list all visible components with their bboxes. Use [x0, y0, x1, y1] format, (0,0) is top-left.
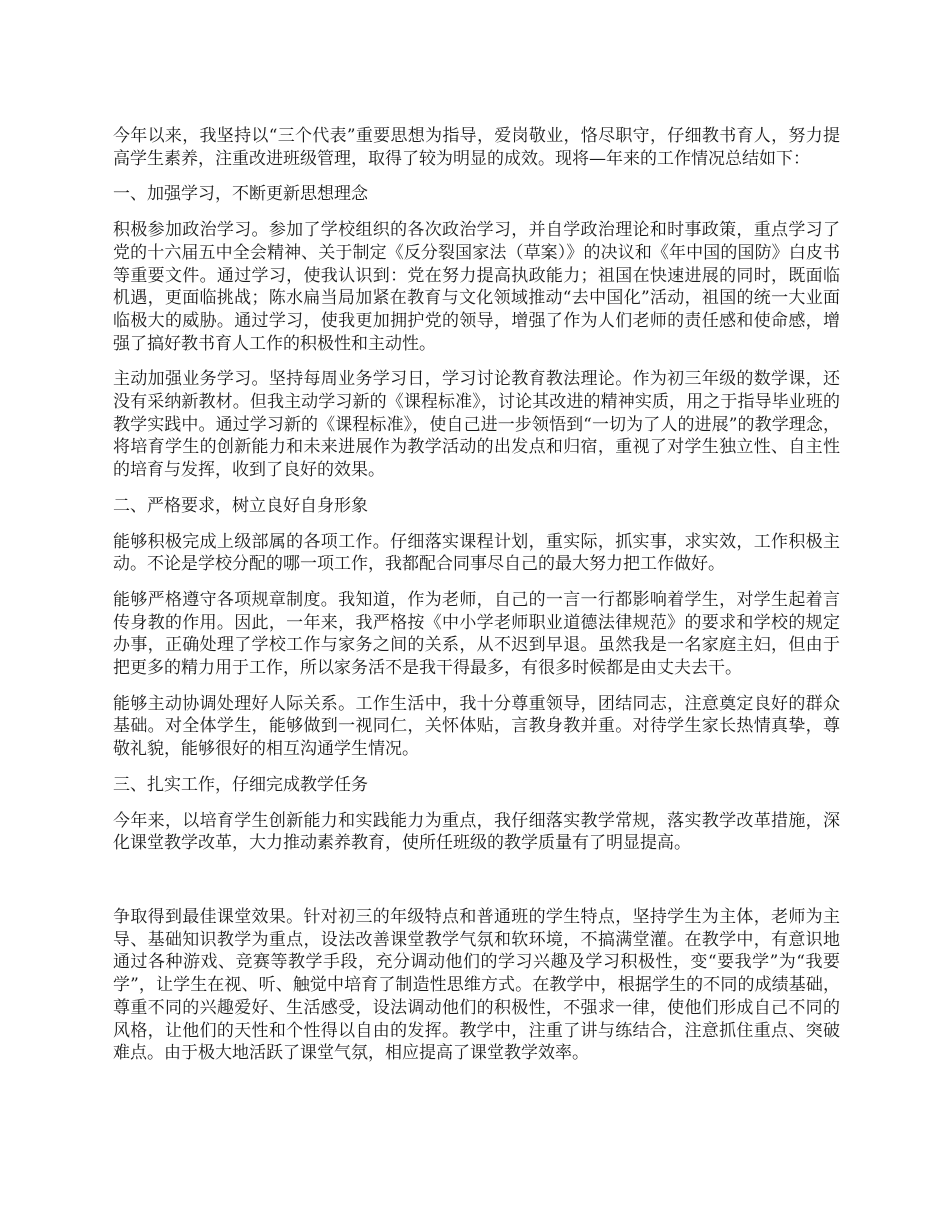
section-heading-3: 三、扎实工作，仔细完成教学任务 — [113, 774, 368, 795]
section-heading-1: 一、加强学习，不断更新思想理念 — [113, 184, 368, 205]
body-paragraph: 争取得到最佳课堂效果。针对初三的年级特点和普通班的学生特点，坚持学生为主体，老师为主导、基础知识教学为重点，设法改善课堂教学气氛和软环境，不搞满堂灌。在教学中，有意识地通过各种游戏、竞赛等教学手段，充分调动他们的学习兴趣及学习积极性，变“要我学”为“我要学”，让学生在视、听、触觉中培育了制造性思维方式。在教学中，根据学生的不同的成绩基础，尊重不同的兴趣爱好、生活感受，设法调动他们的积极性，不强求一律，使他们形成自己不同的风格，让他们的天性和个性得以自由的发挥。教学中，注重了讲与练结合，注意抓住重点、突破难点。由于极大地活跃了课堂气氛，相应提高了课堂教学效率。 — [113, 906, 840, 1064]
intro-paragraph: 今年以来，我坚持以“三个代表”重要思想为指导，爱岗敬业，恪尽职守，仔细教书育人，努力提高学生素养，注重改进班级管理，取得了较为明显的成效。现将—年来的工作情况总结如下： — [113, 126, 840, 169]
document-body — [113, 125, 840, 1078]
body-paragraph: 能够严格遵守各项规章制度。我知道，作为老师，自己的一言一行都影响着学生，对学生起着言传身教的作用。因此，一年来，我严格按《中小学老师职业道德法律规范》的要求和学校的规定办事，正确处理了学校工作与家务之间的关系，从不迟到早退。虽然我是一名家庭主妇，但由于把更多的精力用于工作，所以家务活不是我干得最多，有很多时候都是由丈夫去干。 — [113, 589, 840, 679]
body-paragraph: 积极参加政治学习。参加了学校组织的各次政治学习，并自学政治理论和时事政策，重点学习了党的十六届五中全会精神、关于制定《反分裂国家法（草案）》的决议和《年中国的国防》白皮书等重要文件。通过学习，使我认识到：党在努力提高执政能力；祖国在快速进展的同时，既面临机遇，更面临挑战；陈水扁当局加紧在教育与文化领域推动“去中国化”活动，祖国的统一大业面临极大的威胁。通过学习，使我更加拥护党的领导，增强了作为人们老师的责任感和使命感，增强了搞好教书育人工作的积极性和主动性。 — [113, 220, 840, 354]
blank-spacer — [113, 868, 840, 906]
body-paragraph: 主动加强业务学习。坚持每周业务学习日，学习讨论教育教法理论。作为初三年级的数学课，还没有采纳新教材。但我主动学习新的《课程标准》，讨论其改进的精神实质，用之于指导毕业班的教学实践中。通过学习新的《课程标准》，使自己进一步领悟到“一切为了人的进展”的教学理念，将培育学生的创新能力和未来进展作为教学活动的出发点和归宿，重视了对学生独立性、自主性的培育与发挥，收到了良好的效果。 — [113, 369, 840, 481]
body-paragraph: 能够积极完成上级部属的各项工作。仔细落实课程计划，重实际，抓实事，求实效，工作积极主动。不论是学校分配的哪一项工作，我都配合同事尽自己的最大努力把工作做好。 — [113, 531, 840, 575]
body-paragraph: 能够主动协调处理好人际关系。工作生活中，我十分尊重领导，团结同志，注意奠定良好的群众基础。对全体学生，能够做到一视同仁，关怀体贴，言教身教并重。对待学生家长热情真挚，尊敬礼貌，能够很好的相互沟通学生情况。 — [113, 693, 840, 760]
section-heading-2: 二、严格要求，树立良好自身形象 — [113, 495, 368, 516]
body-paragraph: 今年来，以培育学生创新能力和实践能力为重点，我仔细落实教学常规，落实教学改革措施，深化课堂教学改革，大力推动素养教育，使所任班级的教学质量有了明显提高。 — [113, 810, 840, 854]
